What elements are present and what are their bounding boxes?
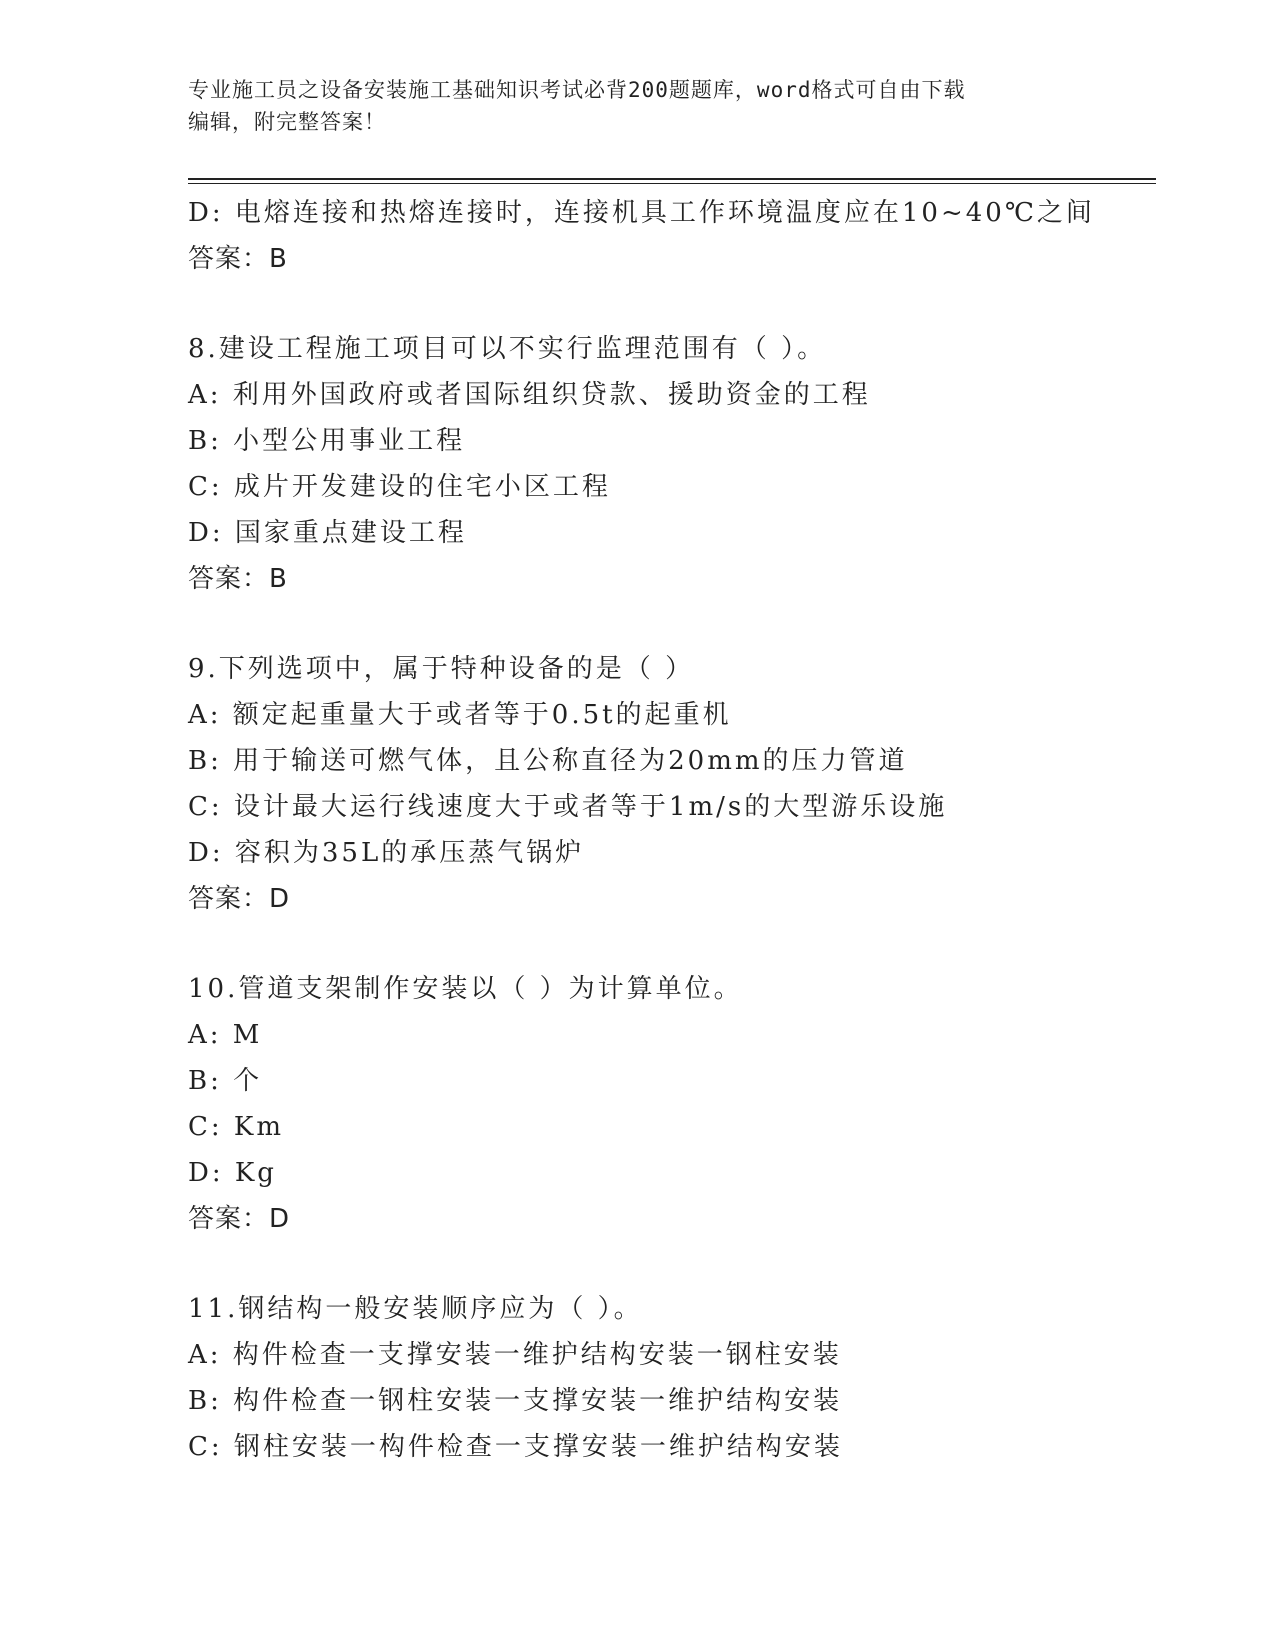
- option-a: A: 构件检查一支撑安装一维护结构安装一钢柱安装: [188, 1340, 842, 1370]
- header-title-line-2: 编辑，附完整答案！: [188, 110, 386, 134]
- option-b: B: 构件检查一钢柱安装一支撑安装一维护结构安装: [188, 1386, 843, 1416]
- spacer: [188, 922, 1148, 966]
- spacer: [188, 282, 1148, 326]
- question-stem: 11.钢结构一般安装顺序应为（ ）。: [188, 1294, 643, 1324]
- option-c: C: 设计最大运行线速度大于或者等于1m/s的大型游乐设施: [188, 792, 948, 822]
- prev-question-option-d: D: 电熔连接和热熔连接时，连接机具工作环境温度应在10~40℃之间: [188, 198, 1095, 228]
- option-c: C: Km: [188, 1112, 284, 1142]
- option-d: D: 国家重点建设工程: [188, 518, 467, 548]
- question-9: [188, 646, 1148, 922]
- spacer: [188, 1242, 1148, 1286]
- option-d: D: Kg: [188, 1158, 277, 1188]
- option-c: C: 成片开发建设的住宅小区工程: [188, 472, 611, 502]
- answer: 答案：D: [188, 1204, 291, 1234]
- question-stem: 10.管道支架制作安装以（ ）为计算单位。: [188, 974, 743, 1004]
- option-b: B: 小型公用事业工程: [188, 426, 466, 456]
- answer: 答案：D: [188, 884, 291, 914]
- prev-question-answer: 答案：B: [188, 244, 288, 274]
- option-d: D: 容积为35L的承压蒸气锅炉: [188, 838, 585, 868]
- option-b: B: 个: [188, 1066, 263, 1096]
- header-rule-thin: [188, 183, 1156, 184]
- spacer: [188, 602, 1148, 646]
- question-8: [188, 326, 1148, 602]
- option-a: A: M: [188, 1020, 263, 1050]
- option-c: C: 钢柱安装一构件检查一支撑安装一维护结构安装: [188, 1432, 843, 1462]
- option-a: A: 利用外国政府或者国际组织贷款、援助资金的工程: [188, 380, 871, 410]
- header-title-line-1: 专业施工员之设备安装施工基础知识考试必背200题题库，word格式可自由下载: [188, 78, 966, 102]
- question-10: [188, 966, 1148, 1242]
- question-stem: 8.建设工程施工项目可以不实行监理范围有（ ）。: [188, 334, 827, 364]
- question-list: [188, 190, 1148, 1470]
- option-a: A: 额定起重量大于或者等于0.5t的起重机: [188, 700, 732, 730]
- document-header: [188, 74, 1068, 138]
- question-stem: 9.下列选项中，属于特种设备的是（ ）: [188, 654, 695, 684]
- option-b: B: 用于输送可燃气体，且公称直径为20mm的压力管道: [188, 746, 908, 776]
- question-11: [188, 1286, 1148, 1470]
- answer: 答案：B: [188, 564, 288, 594]
- header-rule-thick: [188, 178, 1156, 180]
